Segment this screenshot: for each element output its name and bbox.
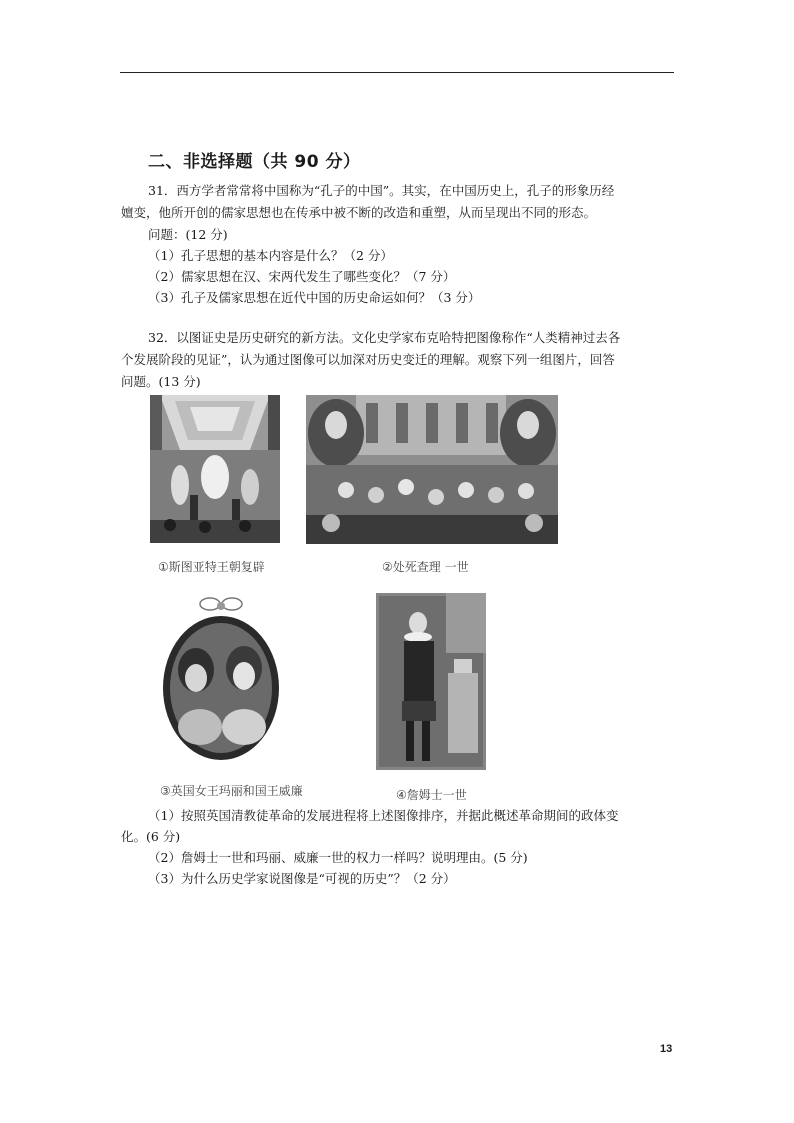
q32-sub1-line2: 化。(6 分) [121, 829, 181, 844]
caption-img4: ④詹姆士一世 [396, 788, 467, 802]
q31-sub2: （2）儒家思想在汉、宋两代发生了哪些变化？（7 分） [148, 269, 456, 284]
header-rule [120, 72, 674, 73]
section-title: 二、非选择题（共 90 分） [148, 152, 361, 172]
q32-sub3: （3）为什么历史学家说图像是“可视的历史”？（2 分） [148, 871, 456, 886]
james-i-portrait [376, 593, 486, 770]
execution-charles-image [306, 395, 558, 544]
q31-sub3: （3）孔子及儒家思想在近代中国的历史命运如何？（3 分） [148, 290, 481, 305]
caption-img1: ①斯图亚特王朝复辟 [158, 560, 265, 574]
page-number: 13 [660, 1043, 673, 1055]
q31-stem-line1: 31．西方学者常常将中国称为“孔子的中国”。其实，在中国历史上，孔子的形象历经 [148, 183, 615, 198]
q31-question-label: 问题：(12 分) [148, 227, 228, 242]
q31-sub1: （1）孔子思想的基本内容是什么？（2 分） [148, 248, 393, 263]
q32-stem-line3: 问题。(13 分) [121, 374, 201, 389]
restoration-image [150, 395, 280, 543]
q32-stem-line1: 32．以图证史是历史研究的新方法。文化史学家布克哈特把图像称作“人类精神过去各 [148, 330, 621, 345]
caption-img2: ②处死查理 一世 [382, 560, 469, 574]
q32-sub2: （2）詹姆士一世和玛丽、威廉一世的权力一样吗？说明理由。(5 分) [148, 850, 528, 865]
mary-william-portrait [160, 592, 282, 762]
q32-stem-line2: 个发展阶段的见证”，认为通过图像可以加深对历史变迁的理解。观察下列一组图片，回答 [121, 352, 615, 367]
q32-sub1-line1: （1）按照英国清教徒革命的发展进程将上述图像排序，并据此概述革命期间的政体变 [148, 808, 619, 823]
q31-stem-line2: 嬗变，他所开创的儒家思想也在传承中被不断的改造和重塑，从而呈现出不同的形态。 [121, 205, 597, 220]
caption-img3: ③英国女王玛丽和国王威廉 [160, 784, 303, 798]
